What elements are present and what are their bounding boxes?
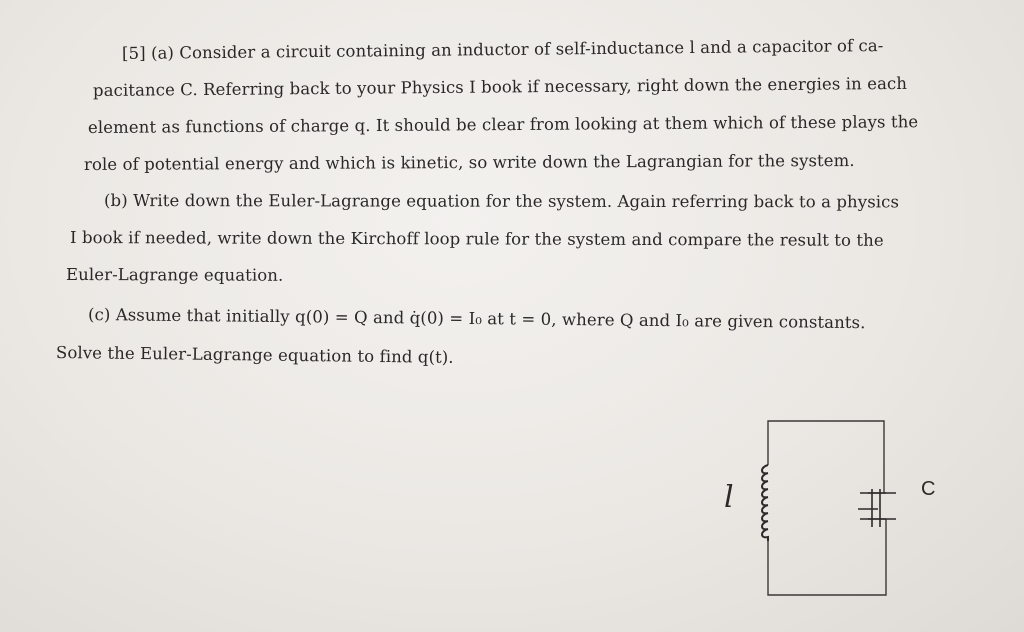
problem-line-9: Solve the Euler-Lagrange equation to find q(t). bbox=[55, 343, 454, 367]
capacitor-plates bbox=[858, 493, 896, 519]
problem-line-7: Euler-Lagrange equation. bbox=[65, 265, 284, 285]
capacitor-label: C bbox=[921, 478, 936, 500]
circuit-wires bbox=[768, 421, 886, 595]
problem-line-6: I book if needed, write down the Kirchoff loop rule for the system and compare the result to the bbox=[69, 228, 884, 250]
problem-line-8: (c) Assume that initially q(0) = Q and q̇(0) = I₀ at t = 0, where Q and I₀ are given constants. bbox=[87, 305, 866, 333]
problem-line-2: pacitance C. Referring back to your Physics I book if necessary, right down the energies in each bbox=[92, 73, 908, 100]
problem-line-5: (b) Write down the Euler-Lagrange equation for the system. Again referring back to a physics bbox=[103, 191, 900, 212]
problem-line-1: [5] (a) Consider a circuit containing an inductor of self-inductance l and a capacitor of ca- bbox=[121, 36, 884, 63]
problem-line-4: role of potential energy and which is kinetic, so write down the Lagrangian for the system. bbox=[83, 150, 855, 174]
problem-line-3: element as functions of charge q. It should be clear from looking at them which of these plays the bbox=[87, 112, 919, 137]
inductor-label: l bbox=[724, 480, 734, 515]
capacitor-leads bbox=[872, 489, 880, 527]
inductor-coil bbox=[762, 465, 768, 541]
